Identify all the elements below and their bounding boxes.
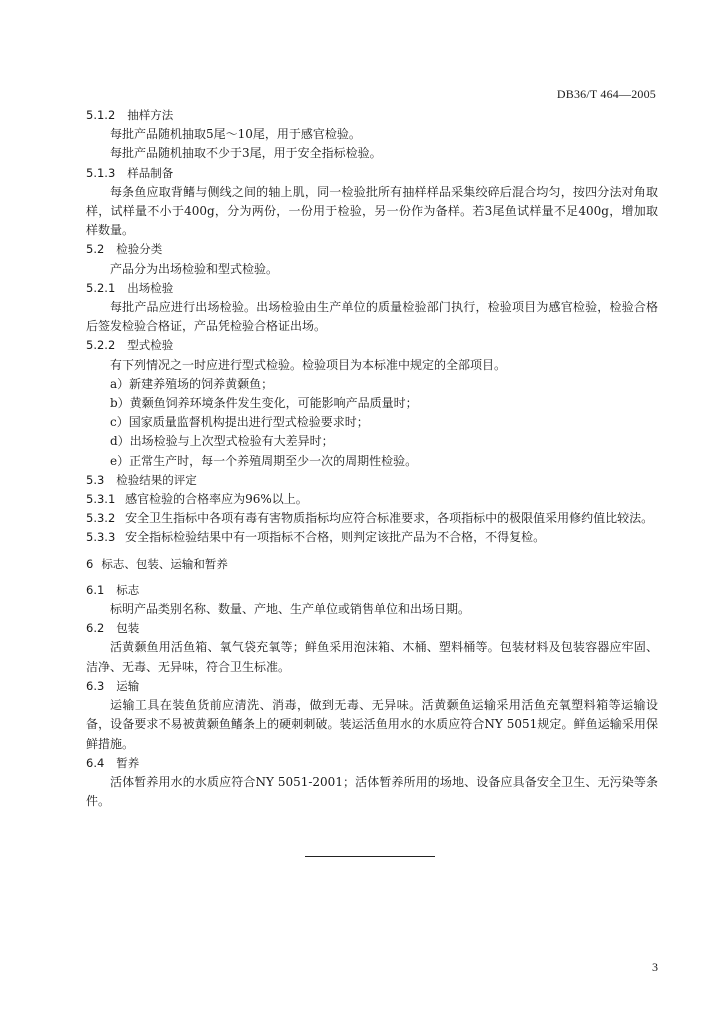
list-item: d）出场检验与上次型式检验有大差异时； — [110, 434, 334, 449]
heading-5-1-3 — [86, 164, 658, 183]
paragraph: 运输工具在装鱼货前应清洗、消毒，做到无毒、无异味。活黄颡鱼运输采用活鱼充氧塑料箱等运输设备，设备要求不易被黄颡鱼鳍条上的硬刺刺破。装运活鱼用水的水质应符合NY 5051规定。鲜鱼运输采用保鲜措施。 — [86, 698, 658, 751]
paragraph: 产品分为出场检验和型式检验。 — [110, 261, 279, 276]
paragraph: 活黄颡鱼用活鱼箱、氧气袋充氧等；鲜鱼采用泡沫箱、木桶、塑料桶等。包装材料及包装容器应牢固、洁净、无毒、无异味，符合卫生标准。 — [86, 640, 658, 674]
heading-title: 暂养 — [116, 755, 140, 770]
paragraph: 活体暂养用水的水质应符合NY 5051-2001；活体暂养所用的场地、设备应具备安全卫生、无污染等条件。 — [86, 774, 658, 809]
list-item: e）正常生产时，每一个养殖周期至少一次的周期性检验。 — [110, 453, 418, 468]
heading-6-4 — [86, 754, 658, 773]
paragraph: 有下列情况之一时应进行型式检验。检验项目为本标准中规定的全部项目。 — [110, 357, 507, 372]
clause-text: 安全指标检验结果中有一项指标不合格，则判定该批产品为不合格，不得复检。 — [125, 530, 546, 545]
heading-6 — [86, 555, 658, 574]
paragraph: 标明产品类别名称、数量、产地、生产单位或销售单位和出场日期。 — [110, 602, 471, 617]
clause-number: 5.3.3 — [86, 530, 116, 545]
heading-number: 5.2 — [86, 242, 105, 257]
clause-5-3-2 — [86, 509, 658, 528]
paragraph: 每条鱼应取背鳍与侧线之间的轴上肌，同一检验批所有抽样样品采集绞碎后混合均匀，按四分法对角取样，试样量不小于400g，分为两份，一份用于检验，另一份作为备样。若3尾鱼试样量不足400g，增加取样数量。 — [86, 184, 658, 238]
paragraph: 每批产品应进行出场检验。出场检验由生产单位的质量检验部门执行，检验项目为感官检验，检验合格后签发检验合格证，产品凭检验合格证出场。 — [86, 300, 658, 334]
document-body — [86, 106, 658, 811]
list-item: c）国家质量监督机构提出进行型式检验要求时； — [110, 415, 369, 430]
clause-number: 5.3.2 — [86, 511, 116, 526]
list-item: a）新建养殖场的饲养黄颡鱼； — [110, 376, 274, 391]
clause-number: 5.3.1 — [86, 492, 116, 507]
clause-5-3-1 — [86, 490, 658, 509]
paragraph: 每批产品随机抽取不少于3尾，用于安全指标检验。 — [110, 146, 382, 161]
heading-number: 5.3 — [86, 472, 105, 487]
heading-5-3 — [86, 471, 658, 490]
heading-number: 5.1.3 — [86, 165, 116, 180]
heading-title: 检验分类 — [116, 242, 163, 257]
end-rule — [305, 856, 435, 857]
heading-title: 包装 — [116, 621, 140, 636]
heading-5-2-1 — [86, 279, 658, 298]
heading-title: 标志、包装、运输和暂养 — [101, 556, 228, 571]
heading-title: 检验结果的评定 — [116, 472, 197, 487]
heading-number: 6 — [86, 556, 94, 571]
heading-number: 6.2 — [86, 621, 105, 636]
heading-number: 5.2.2 — [86, 338, 116, 353]
heading-number: 5.1.2 — [86, 108, 116, 122]
heading-6-2 — [86, 619, 658, 638]
heading-title: 样品制备 — [127, 165, 174, 180]
clause-text: 感官检验的合格率应为96%以上。 — [125, 492, 308, 507]
page-number: 3 — [652, 960, 658, 974]
paragraph: 每批产品随机抽取5尾～10尾，用于感官检验。 — [110, 127, 361, 142]
heading-5-2 — [86, 240, 658, 259]
heading-title: 抽样方法 — [127, 108, 174, 122]
heading-title: 运输 — [116, 678, 140, 693]
heading-number: 6.1 — [86, 582, 105, 597]
list-item: b）黄颡鱼饲养环境条件发生变化，可能影响产品质量时； — [110, 396, 418, 411]
heading-title: 出场检验 — [127, 280, 174, 295]
heading-6-3 — [86, 677, 658, 696]
heading-title: 型式检验 — [127, 338, 174, 353]
clause-5-3-3 — [86, 528, 658, 547]
clause-text: 安全卫生指标中各项有毒有害物质指标均应符合标准要求，各项指标中的极限值采用修约值比较法。 — [125, 511, 654, 526]
heading-number: 5.2.1 — [86, 280, 116, 295]
document-code: DB36/T 464—2005 — [556, 87, 656, 101]
heading-number: 6.3 — [86, 678, 105, 693]
heading-5-1-2 — [86, 106, 658, 125]
heading-title: 标志 — [116, 582, 140, 597]
heading-number: 6.4 — [86, 755, 105, 770]
heading-6-1 — [86, 581, 658, 600]
heading-5-2-2 — [86, 336, 658, 355]
